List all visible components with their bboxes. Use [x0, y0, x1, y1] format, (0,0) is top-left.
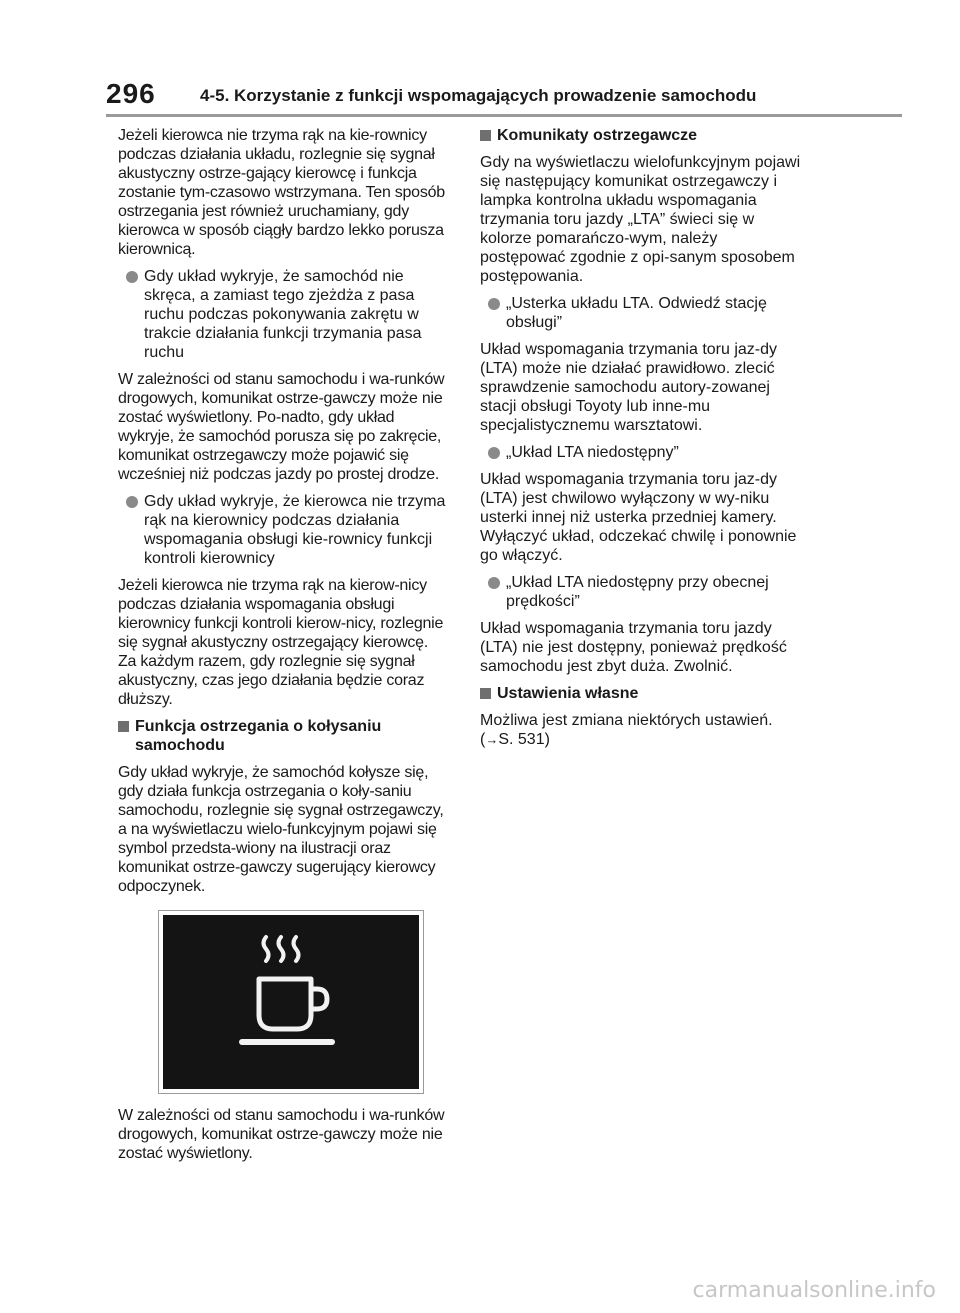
display-screen — [163, 915, 419, 1089]
circle-bullet-icon — [488, 577, 500, 589]
paragraph: W zależności od stanu samochodu i wa-runków drogowych, komunikat ostrze-gawczy może nie zostać wyświetlony. — [118, 1107, 445, 1162]
circle-bullet-icon — [126, 271, 138, 283]
bullet-text: Gdy układ wykryje, że samochód nie skręca, a zamiast tego zjeżdża z pasa ruchu podczas pokonywania zakrętu w trakcie działania funkcji trzymania pasa ruchu — [144, 268, 422, 361]
paragraph-text: Możliwa jest zmiana niektórych ustawień. — [480, 712, 773, 729]
square-bullet-icon — [118, 721, 129, 732]
subsection-heading — [480, 684, 802, 703]
square-bullet-icon — [480, 130, 491, 141]
right-column — [480, 126, 802, 757]
square-bullet-icon — [480, 688, 491, 699]
subsection-heading — [480, 126, 802, 145]
paragraph — [480, 711, 802, 749]
paragraph: W zależności od stanu samochodu i wa-runków drogowych, komunikat ostrze-gawczy może nie zostać wyświetlony. Po-nadto, gdy układ wykryje, że samochód porusza się po zakręcie, komunikat ostrzegawczy może pojawić się wcześniej niż podczas jazdy po prostej drodze. — [118, 371, 445, 483]
circle-bullet-icon — [488, 298, 500, 310]
bullet-text: „Układ LTA niedostępny przy obecnej prędkości” — [506, 574, 769, 610]
bullet-item — [480, 573, 802, 611]
page-header — [106, 78, 902, 118]
heading-text: Komunikaty ostrzegawcze — [497, 127, 698, 144]
header-rule — [106, 114, 902, 117]
coffee-cup-icon — [163, 915, 411, 1081]
paragraph: Gdy na wyświetlaczu wielofunkcyjnym pojawi się następujący komunikat ostrzegawczy i lampka kontrolna układu wspomagania trzymania toru jazdy „LTA” świeci się w kolorze pomarańczo-wym, należy postępować zgodnie z opi-sanym sposobem postępowania. — [480, 154, 801, 285]
paragraph: Jeżeli kierowca nie trzyma rąk na kie-rownicy podczas działania układu, rozlegnie się sygnał akustyczny ostrze-gający kierowcę i funkcja zostanie tym-czasowo wstrzymana. Ten sposób ostrzegania jest również uruchamiany, gdy kierowca w sposób ciągły bardzo lekko porusza kierownicą. — [118, 127, 445, 258]
subsection-heading — [118, 717, 448, 755]
bullet-item — [118, 492, 448, 568]
bullet-text: „Układ LTA niedostępny” — [506, 444, 679, 461]
left-column — [118, 126, 448, 1171]
paragraph: Jeżeli kierowca nie trzyma rąk na kierow-nicy podczas działania wspomagania obsługi kierownicy funkcji kontroli kierow-nicy, rozlegnie się sygnał akustyczny ostrzegający kierowcę. Za każdym razem, gdy rozlegnie się sygnał akustyczny, czas jego działania będzie coraz dłuższy. — [118, 577, 444, 708]
figure-illustration — [158, 910, 424, 1094]
page-number: 296 — [106, 78, 156, 109]
ref-open: ( — [480, 731, 486, 748]
paragraph: Gdy układ wykryje, że samochód kołysze się, gdy działa funkcja ostrzegania o koły-saniu samochodu, rozlegnie się sygnał ostrzegawczy, a na wyświetlaczu wielo-funkcyjnym pojawi się symbol przedsta-wiony na ilustracji oraz komunikat ostrze-gawczy sugerujący kierowcy odpoczynek. — [118, 764, 444, 895]
circle-bullet-icon — [488, 447, 500, 459]
arrow-right-icon: → — [485, 732, 499, 747]
circle-bullet-icon — [126, 496, 138, 508]
bullet-text: „Usterka układu LTA. Odwiedź stację obsługi” — [506, 295, 767, 331]
paragraph: Układ wspomagania trzymania toru jazdy (LTA) nie jest dostępny, ponieważ prędkość samochodu jest zbyt duża. Zwolnić. — [480, 620, 787, 675]
bullet-text: Gdy układ wykryje, że kierowca nie trzyma rąk na kierownicy podczas działania wspomagania obsługi kie-rownicy funkcji kontroli kierownicy — [144, 493, 446, 567]
paragraph: Układ wspomagania trzymania toru jaz-dy (LTA) jest chwilowo wyłączony w wy-niku usterki innej niż usterka przedniej kamery. Wyłączyć układ, odczekać chwilę i ponownie go włączyć. — [480, 471, 797, 564]
section-title: 4-5. Korzystanie z funkcji wspomagających prowadzenie samochodu — [200, 86, 757, 105]
heading-text: Ustawienia własne — [497, 685, 639, 702]
paragraph: Układ wspomagania trzymania toru jaz-dy (LTA) może nie działać prawidłowo. zlecić sprawdzenie samochodu autory-zowanej stacji obsługi Toyoty lub inne-mu specjalistycznemu warsztatowi. — [480, 341, 778, 434]
page-reference: S. 531) — [498, 731, 550, 748]
bullet-item — [480, 294, 802, 332]
bullet-item — [480, 443, 802, 462]
bullet-item — [118, 267, 448, 362]
heading-text: Funkcja ostrzegania o kołysaniu samochodu — [135, 718, 382, 754]
watermark: carmanualsonline.info — [692, 1278, 936, 1303]
